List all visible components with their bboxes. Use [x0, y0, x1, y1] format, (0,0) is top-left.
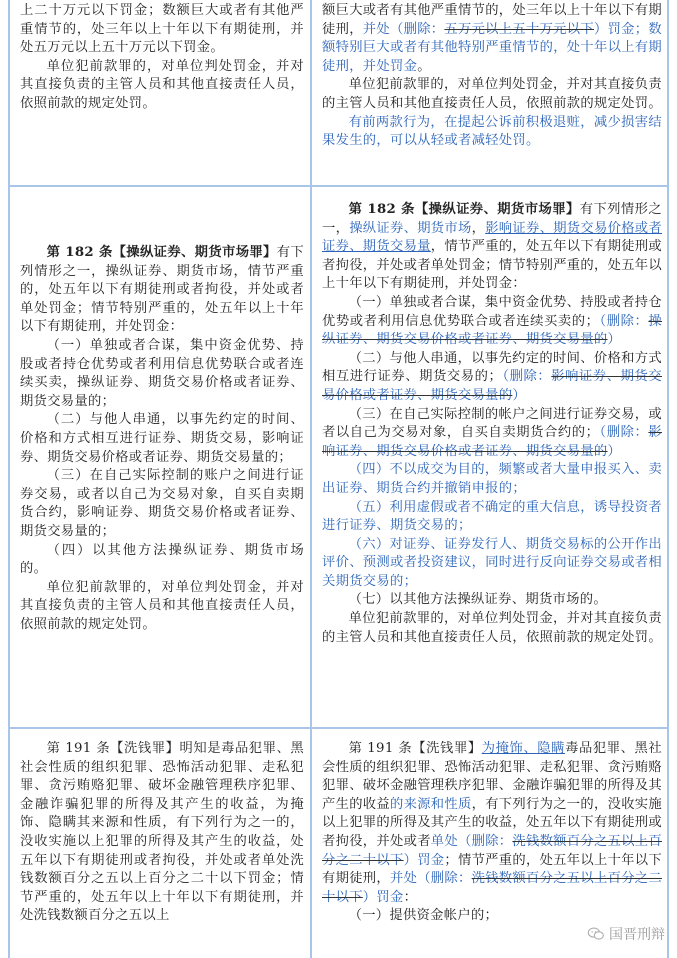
text-segment: ，: [471, 220, 486, 236]
deleted-text: 五万元以上五十万元以下: [444, 21, 594, 37]
watermark-text: 国晋刑辩: [609, 927, 665, 943]
paragraph: [322, 461, 662, 498]
cell-amended-row-1: [322, 2, 662, 185]
comparison-table: [8, 0, 669, 958]
paragraph: [322, 536, 662, 592]
amended-text: ）罚金；数额特别巨大或者有其他特别严重情节的，处十年以上有期徒刑，并处罚金: [322, 21, 662, 74]
deleted-text: 洗钱数额百分之五以上百分之二十以下: [322, 833, 662, 868]
text-segment: 单位犯前款罪的，对单位判处罚金，并对其直接负责的主管人员和其他直接责任人员，依照前款的规定处罚。: [322, 77, 662, 111]
paragraph: [20, 337, 304, 411]
deleted-text: 影响证券、期货交易价格或者证券、期货交易量的: [322, 425, 662, 459]
text-segment: 有下列情形之一，: [322, 202, 662, 236]
amended-text: ）罚金: [362, 889, 404, 905]
text-segment: 第 182 条【操纵证券、期货市场罪】: [46, 245, 277, 260]
text-segment: （一）单独或者合谋，集中资金优势、持股或者持仓优势或者利用信息优势联合或者连续买卖的；: [322, 294, 662, 329]
paragraph: [20, 58, 304, 114]
text-segment: 第 191 条【洗钱罪】: [348, 741, 482, 756]
amended-text: （删除：: [599, 313, 649, 329]
cell-amended-row-2: [322, 201, 662, 724]
paragraph: [322, 2, 662, 76]
text-segment: ，情节严重的，处五年以下有期徒刑或者拘役，并处或者单处罚金；情节特别严重的，处五年以上十年以下有期徒刑，并处罚金：: [322, 239, 662, 292]
deleted-text: 影响证券、期货交易价格或者证券、期货交易量的: [322, 369, 662, 403]
text-segment: （一）提供资金帐户的；: [348, 908, 499, 924]
text-segment: 单位犯前款罪的，对单位判处罚金，并对其直接负责的主管人员和其他直接责任人员，依照前款的规定处罚。: [20, 579, 304, 632]
cell-original-row-1: [20, 2, 304, 185]
amended-text: 为掩饰、隐瞒: [481, 741, 566, 756]
text-segment: 额巨大或者有其他严重情节的，处三年以上十年以下有期徒刑，: [322, 3, 662, 37]
watermark: [587, 924, 665, 944]
paragraph: [322, 350, 662, 406]
paragraph: [322, 76, 662, 113]
paragraph: [322, 406, 662, 462]
paragraph: [322, 201, 662, 294]
text-segment: 上二十万元以下罚金；数额巨大或者有其他严重情节的，处三年以上十年以下有期徒刑，并处五万元以上五十万元以下罚金。: [20, 3, 304, 56]
text-segment: ：: [403, 889, 418, 905]
paragraph: [322, 294, 662, 350]
amended-text: （删除：: [599, 425, 649, 441]
table-border-left: [8, 0, 10, 958]
text-segment: 毒品犯罪、黑社会性质的组织犯罪、恐怖活动犯罪、走私犯罪、贪污贿赂犯罪、破坏金融管理秩序犯罪、金融诈骗犯罪的所得及其产生的收益: [322, 741, 662, 812]
text-segment: ，有下列行为之一的，没收实施以上犯罪的所得及其产生的收益，处五年以下有期徒刑或者拘役，并处或者: [322, 796, 662, 849]
text-segment: （二）与他人串通，以事先约定的时间、价格和方式相互进行证券、期货交易，影响证券、期货交易价格或者证券、期货交易量的；: [20, 412, 304, 465]
paragraph: [20, 244, 304, 337]
amended-text: 并处（删除：: [390, 871, 472, 887]
text-segment: 第 191 条【洗钱罪】明知是毒品犯罪、黑社会性质的组织犯罪、恐怖活动犯罪、走私犯罪、贪污贿赂犯罪、破坏金融管理秩序犯罪、金融诈骗犯罪的所得及其产生的收益，为掩饰、隐瞒其来源和性质，有下列行为之一的，没收实施以上犯罪的所得及其产生的收益，处五年以下有期徒刑或者拘役，并处或者单处洗钱数额百分之五以上百分之二十以下罚金；情节严重的，处五年以上十年以下有期徒刑，并处洗钱数额百分之五以上: [20, 741, 304, 924]
text-segment: （三）在自己实际控制的账户之间进行证券交易，或者以自己为交易对象，自买自卖期货合约，影响证券、期货交易价格或者证券、期货交易量的；: [20, 468, 304, 539]
amended-text: （四）不以成交为目的，频繁或者大量申报买入、卖出证券、期货合约并撤销申报的；: [322, 462, 662, 496]
amended-text: （六）对证券、证券发行人、期货交易标的公开作出评价、预测或者投资建议，同时进行反向证券交易或者相关期货交易的；: [322, 536, 662, 589]
text-segment: （四）以其他方法操纵证券、期货市场的。: [20, 542, 304, 577]
cell-original-row-2: [20, 244, 304, 724]
paragraph: [322, 591, 662, 610]
amended-text: ）罚金: [403, 852, 445, 868]
cell-original-row-3: [20, 740, 304, 954]
deleted-text: 洗钱数额百分之五以上百分之二十以下: [322, 871, 662, 905]
paragraph: [20, 579, 304, 635]
text-segment: （三）在自己实际控制的帐户之间进行证券交易，或者以自己为交易对象，自买自卖期货合约的；: [322, 406, 662, 441]
table-border-right: [667, 0, 669, 958]
text-segment: 第 182 条【操纵证券、期货市场罪】: [348, 202, 580, 217]
row-divider: [8, 185, 669, 187]
amended-text: 单处（删除：: [430, 833, 513, 849]
cell-amended-row-3: [322, 740, 662, 954]
text-segment: 单位犯前款罪的，对单位判处罚金，并对其直接负责的主管人员和其他直接责任人员，依照前款的规定处罚。: [322, 611, 662, 645]
text-segment: （一）单独或者合谋，集中资金优势、持股或者持仓优势或者利用信息优势联合或者连续买卖，操纵证券、期货交易价格或者证券、期货交易量的；: [20, 337, 304, 409]
paragraph: [20, 740, 304, 926]
column-divider: [310, 0, 312, 958]
text-segment: 。: [417, 58, 431, 74]
wechat-icon: [587, 927, 605, 941]
amended-text: （删除：: [502, 369, 552, 385]
amended-text: 有前两款行为，在提起公诉前积极退赃，减少损害结果发生的，可以从轻或者减轻处罚。: [322, 114, 662, 149]
amended-text: 并处（删除：: [362, 21, 445, 37]
paragraph: [322, 610, 662, 647]
amended-text: 影响证券、期货交易价格或者证券、期货交易量: [322, 220, 662, 255]
paragraph: [20, 2, 304, 58]
text-segment: ；情节严重的，处五年以上十年以下有期徒刑，: [322, 852, 662, 887]
amended-text: 操纵证券、期货市场: [349, 220, 472, 236]
paragraph: [20, 542, 304, 579]
amended-text: （五）利用虚假或者不确定的重大信息，诱导投资者进行证券、期货交易的；: [322, 499, 662, 534]
text-segment: （七）以其他方法操纵证券、期货市场的。: [348, 592, 607, 608]
paragraph: [322, 499, 662, 536]
amended-text: ）: [607, 443, 622, 459]
row-divider: [8, 727, 669, 729]
text-segment: 单位犯前款罪的，对单位判处罚金，并对其直接负责的主管人员和其他直接责任人员，依照前款的规定处罚。: [20, 58, 304, 111]
text-segment: （二）与他人串通，以事先约定的时间、价格和方式相互进行证券、期货交易的；: [322, 350, 662, 385]
text-segment: 有下列情形之一，操纵证券、期货市场，情节严重的，处五年以下有期徒刑或者拘役，并处或者单处罚金；情节特别严重的，处五年以上十年以下有期徒刑，并处罚金：: [20, 245, 304, 335]
deleted-text: 操纵证券、期货交易价格或者证券、期货交易量的: [322, 313, 662, 348]
paragraph: [322, 740, 662, 907]
amended-text: ）: [607, 332, 622, 348]
paragraph: [20, 411, 304, 467]
amended-text: ）: [512, 387, 526, 403]
paragraph: [20, 467, 304, 541]
amended-text: 的来源和性质: [390, 796, 472, 812]
paragraph: [322, 114, 662, 151]
